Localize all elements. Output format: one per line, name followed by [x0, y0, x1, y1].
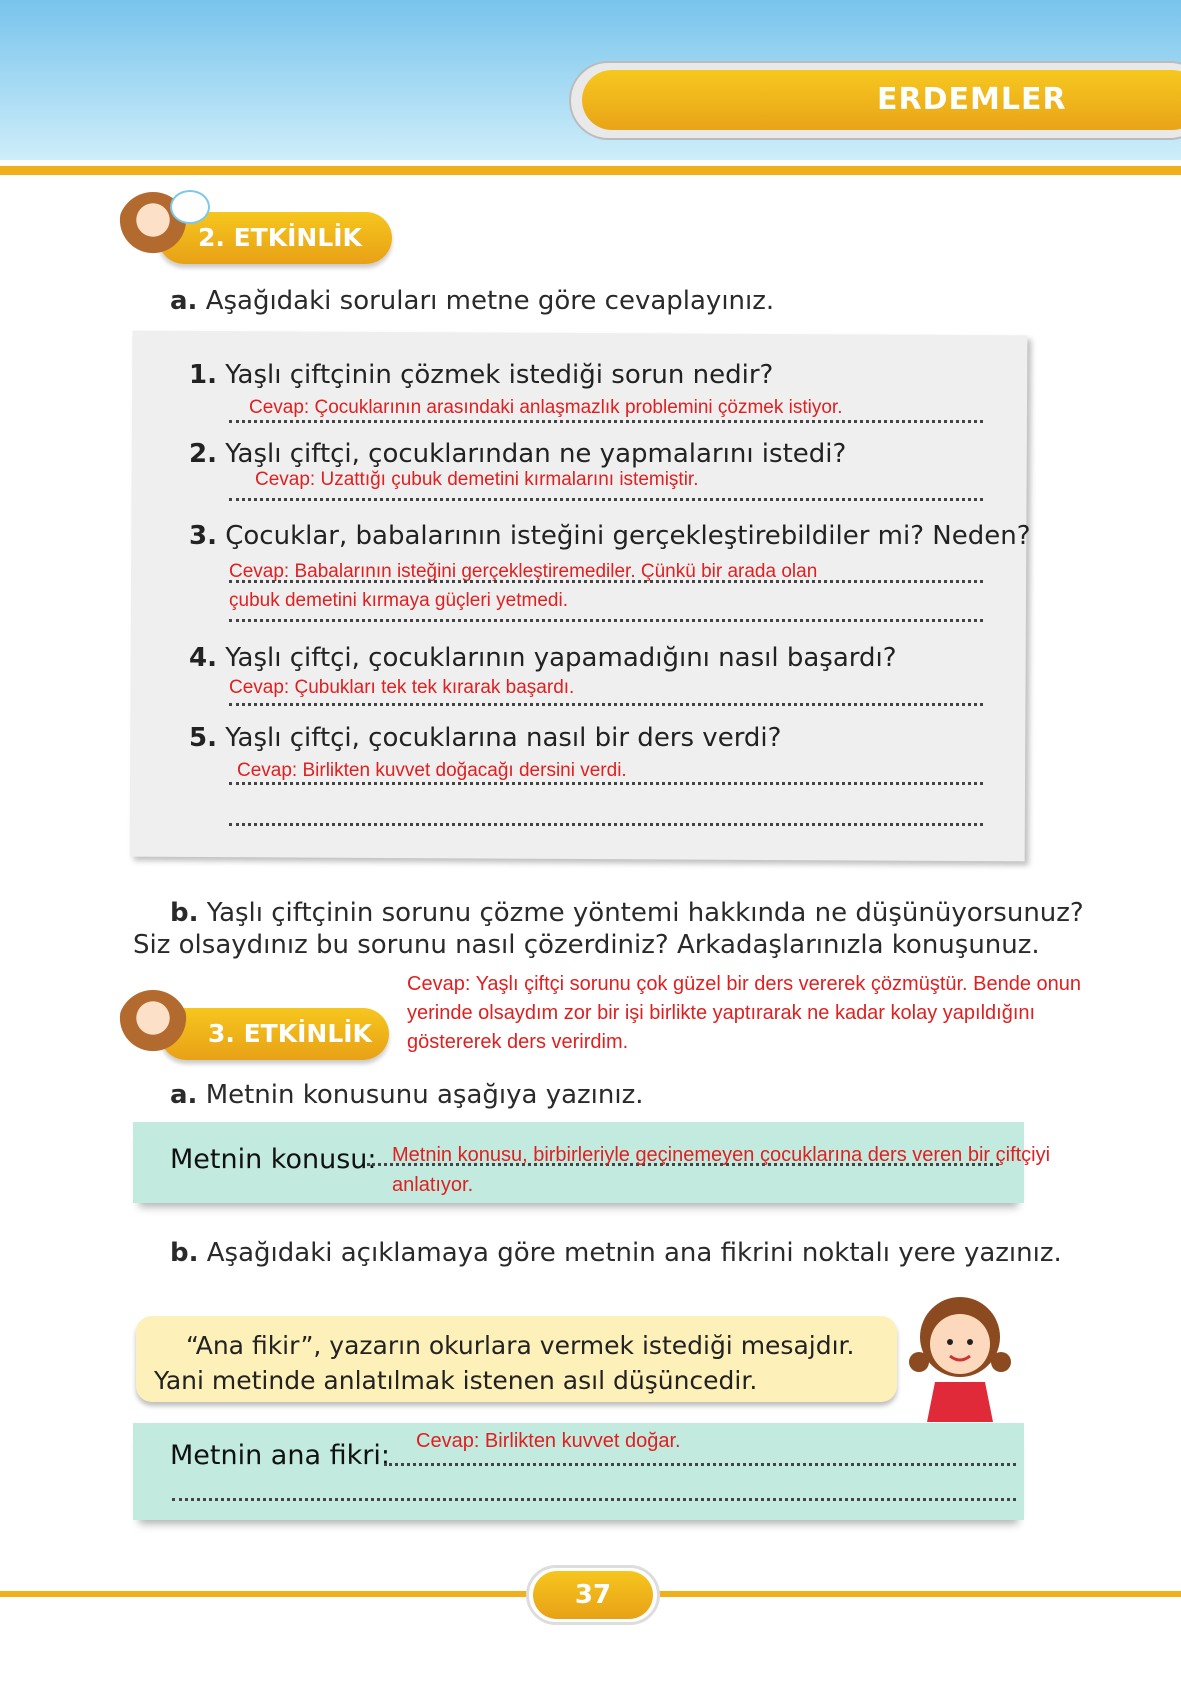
definition-callout: “Ana fikir”, yazarın okurlara vermek istediği mesajdır. Yani metinde anlatılmak istenen asıl düşüncedir. — [136, 1316, 897, 1402]
instruction-text: Aşağıdaki soruları metne göre cevaplayınız. — [205, 286, 775, 316]
activity-2-b-instruction: b. Yaşlı çiftçinin sorunu çözme yöntemi hakkında ne düşünüyorsunuz? — [170, 898, 1084, 928]
answer-5[interactable]: Cevap: Birlikten kuvvet doğacağı dersini verdi. — [237, 760, 627, 781]
answer-2[interactable]: Cevap: Uzattığı çubuk demetini kırmalarını istemiştir. — [255, 469, 699, 490]
answer-4[interactable]: Cevap: Çubukları tek tek kırarak başardı. — [229, 677, 575, 698]
answer-line — [172, 1498, 1016, 1501]
topic-answer[interactable]: Metnin konusu, birbirleriyle geçinemeyen çocuklarına ders veren bir çiftçiyi anlatıyor. — [392, 1144, 1051, 1196]
answer-line — [229, 580, 983, 583]
question-2: 2. Yaşlı çiftçi, çocuklarından ne yapmalarını istedi? — [189, 439, 847, 469]
question-1: 1. Yaşlı çiftçinin çözmek istediği sorun nedir? — [189, 360, 774, 390]
topic-label: Metnin konusu: — [170, 1144, 377, 1175]
answer-3-line-1[interactable]: Cevap: Babalarının isteğini gerçekleştiremediler. Çünkü bir arada olan — [229, 561, 818, 582]
answer-line — [229, 420, 983, 423]
answer-line — [229, 498, 983, 501]
answer-line — [229, 703, 983, 706]
activity-2-b-instruction-line-2: Siz olsaydınız bu sorunu nasıl çözerdiniz? Arkadaşlarınızla konuşunuz. — [133, 930, 1040, 960]
question-3: 3. Çocuklar, babalarının isteğini gerçekleştirebildiler mi? Neden? — [189, 521, 1031, 551]
answer-line — [384, 1463, 1016, 1466]
activity-2-a-instruction — [170, 286, 774, 316]
girl-illustration — [905, 1292, 1015, 1428]
activity-3-badge: 3. ETKİNLİK — [160, 1008, 389, 1060]
activity-3-a-instruction: a. Metnin konusunu aşağıya yazınız. — [170, 1080, 644, 1110]
main-idea-label: Metnin ana fikri: — [170, 1440, 390, 1471]
answer-line — [229, 782, 983, 785]
activity-3-b-instruction: b. Aşağıdaki açıklamaya göre metnin ana fikrini noktalı yere yazınız. — [170, 1238, 1062, 1268]
page-number: 37 — [533, 1571, 653, 1619]
main-idea-answer[interactable]: Cevap: Birlikten kuvvet doğar. — [416, 1430, 681, 1452]
answer-b[interactable]: Cevap: Yaşlı çiftçi sorunu çok güzel bir ders vererek çözmüştür. Bende onun yerinde olsaydım zor bir işi birlikte yaptırarak ne kadar kolay yapıldığını göstererek ders verirdim. — [407, 973, 1082, 1053]
item-letter: a. — [170, 286, 198, 316]
answer-line — [229, 823, 983, 826]
header-divider-yellow — [0, 166, 1181, 175]
activity-2-badge: 2. ETKİNLİK — [158, 212, 392, 264]
question-5: 5. Yaşlı çiftçi, çocuklarına nasıl bir ders verdi? — [189, 723, 782, 753]
answer-1[interactable]: Cevap: Çocuklarının arasındaki anlaşmazlık problemini çözmek istiyor. — [249, 397, 843, 418]
speech-bubble-icon — [170, 190, 210, 224]
question-4: 4. Yaşlı çiftçi, çocuklarının yapamadığını nasıl başardı? — [189, 643, 897, 673]
answer-line — [229, 619, 983, 622]
chapter-title: ERDEMLER — [582, 70, 1181, 130]
answer-3-line-2[interactable]: çubuk demetini kırmaya güçleri yetmedi. — [229, 590, 568, 611]
student-illustration — [118, 990, 188, 1060]
